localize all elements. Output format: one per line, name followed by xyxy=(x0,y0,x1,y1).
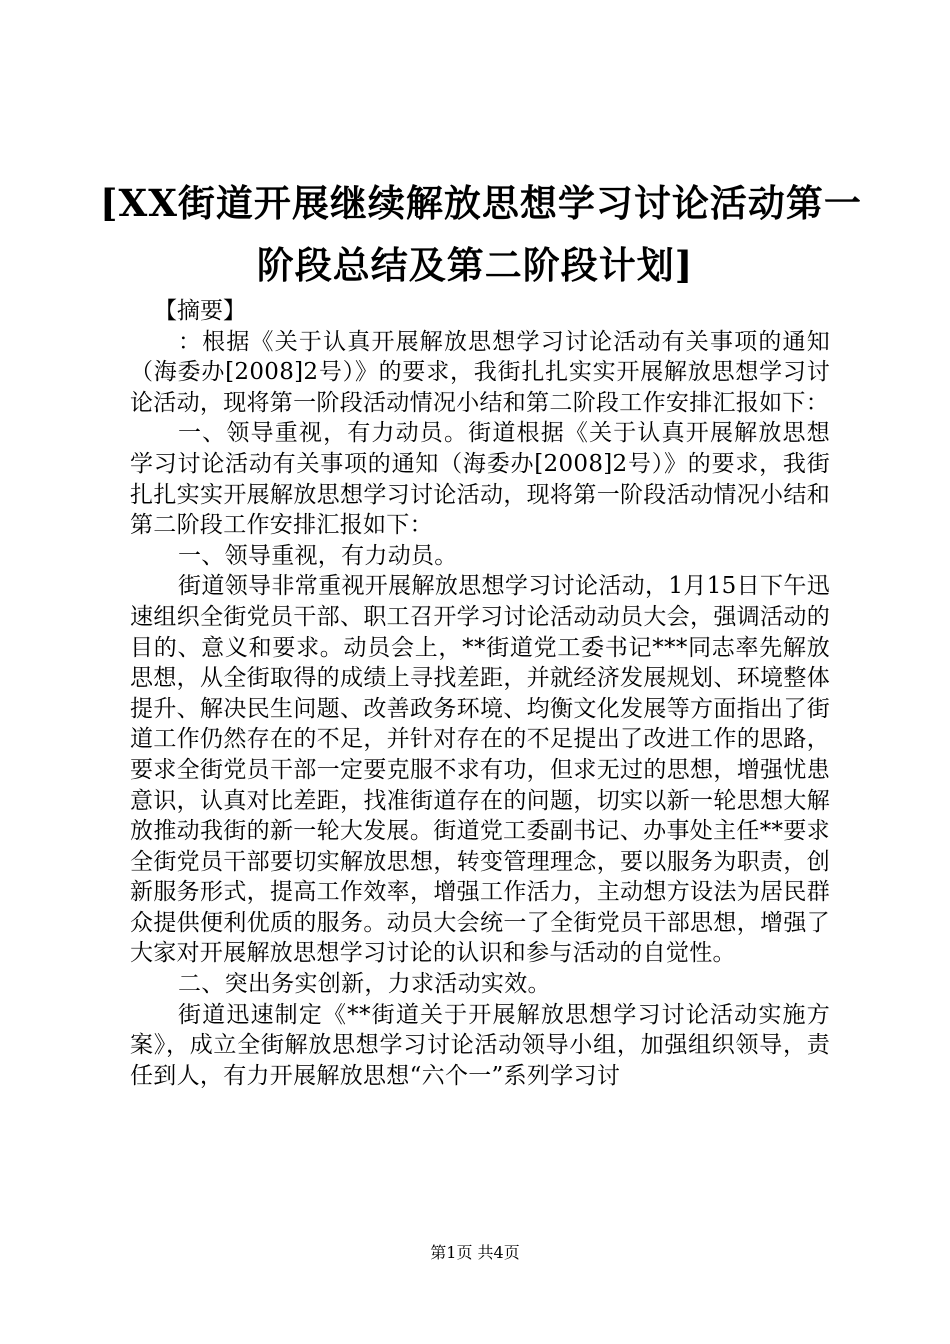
page-footer: 第1页 共4页 xyxy=(430,1243,520,1262)
document-body xyxy=(130,296,830,1091)
paragraph: 街道迅速制定《**街道关于开展解放思想学习讨论活动实施方案》，成立全街解放思想学习讨论活动领导小组，加强组织领导，责任到人，有力开展解放思想“六个一”系列学习讨 xyxy=(130,1001,830,1089)
paragraph: 街道领导非常重视开展解放思想学习讨论活动，1月15日下午迅速组织全街党员干部、职工召开学习讨论活动动员大会，强调活动的目的、意义和要求。动员会上，**街道党工委书记***同志率先解放思想，从全街取得的成绩上寻找差距，并就经济发展规划、环境整体提升、解决民生问题、改善政务环境、均衡文化发展等方面指出了街道工作仍然存在的不足，并针对存在的不足提出了改进工作的思路，要求全街党员干部一定要克服不求有功，但求无过的思想，增强忧患意识，认真对比差距，找准街道存在的问题，切实以新一轮思想大解放推动我街的新一轮大发展。街道党工委副书记、办事处主任**要求全街党员干部要切实解放思想，转变管理理念，要以服务为职责，创新服务形式，提高工作效率，增强工作活力，主动想方设法为居民群众提供便利优质的服务。动员大会统一了全街党员干部思想，增强了大家对开展解放思想学习讨论的认识和参与活动的自觉性。 xyxy=(130,573,830,967)
title-line-1: [XX街道开展继续解放思想学习讨论活动第一 xyxy=(100,181,862,225)
paragraph: 一、领导重视，有力动员。 xyxy=(178,542,458,569)
abstract-label: 【摘要】 xyxy=(154,298,246,324)
paragraph: 一、领导重视，有力动员。街道根据《关于认真开展解放思想学习讨论活动有关事项的通知（海委办[2008]2号）》的要求，我街扎扎实实开展解放思想学习讨论活动，现将第一阶段活动情况小结和第二阶段工作安排汇报如下： xyxy=(130,420,830,539)
paragraph: 二、突出务实创新，力求活动实效。 xyxy=(178,971,551,998)
title-line-2: 阶段总结及第二阶段计划] xyxy=(256,243,694,287)
document-title xyxy=(100,172,862,296)
paragraph: ：根据《关于认真开展解放思想学习讨论活动有关事项的通知（海委办[2008]2号）》的要求，我街扎扎实实开展解放思想学习讨论活动，现将第一阶段活动情况小结和第二阶段工作安排汇报如下： xyxy=(130,328,830,416)
